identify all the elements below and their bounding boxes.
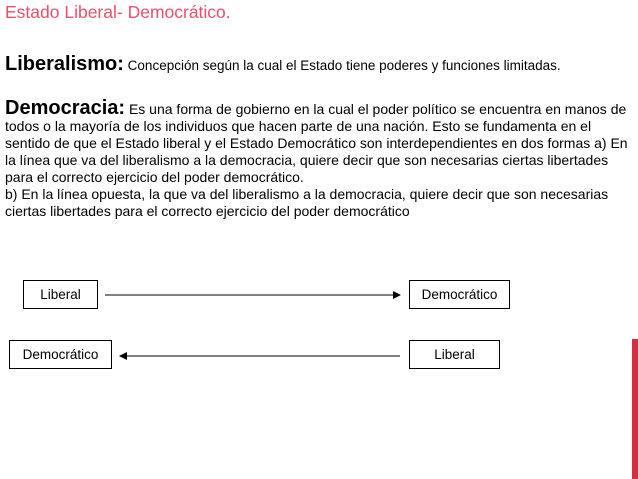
box-liberal-top: Liberal bbox=[23, 280, 98, 309]
box-liberal-bottom: Liberal bbox=[409, 340, 500, 369]
liberalismo-term: Liberalismo: bbox=[5, 53, 124, 75]
democracia-text: Es una forma de gobierno en la cual el poder político se encuentra en manos de todos o la mayoría de los individuos que hacen parte de una nación. Esto se fundamenta en el sentido de que el Estado liberal y el Estado Democrático son interdependientes en dos formas a) En la línea que va del liberalismo a la democracia, quiere decir que son necesarias ciertas libertades para el correcto ejercicio del poder democrático. bbox=[5, 101, 628, 185]
slide-title: Estado Liberal- Democrático. bbox=[5, 2, 231, 22]
democracia-term: Democracia: bbox=[5, 97, 126, 119]
democracia-text-b: b) En la línea opuesta, la que va del liberalismo a la democracia, quiere decir que son necesarias ciertas libertades para el correcto ejercicio del poder democrático bbox=[5, 186, 609, 219]
accent-bar bbox=[632, 339, 638, 479]
liberalismo-text: Concepción según la cual el Estado tiene poderes y funciones limitadas. bbox=[123, 58, 561, 73]
box-democratico-bottom: Democrático bbox=[9, 340, 112, 369]
box-democratico-top: Democrático bbox=[409, 280, 510, 309]
